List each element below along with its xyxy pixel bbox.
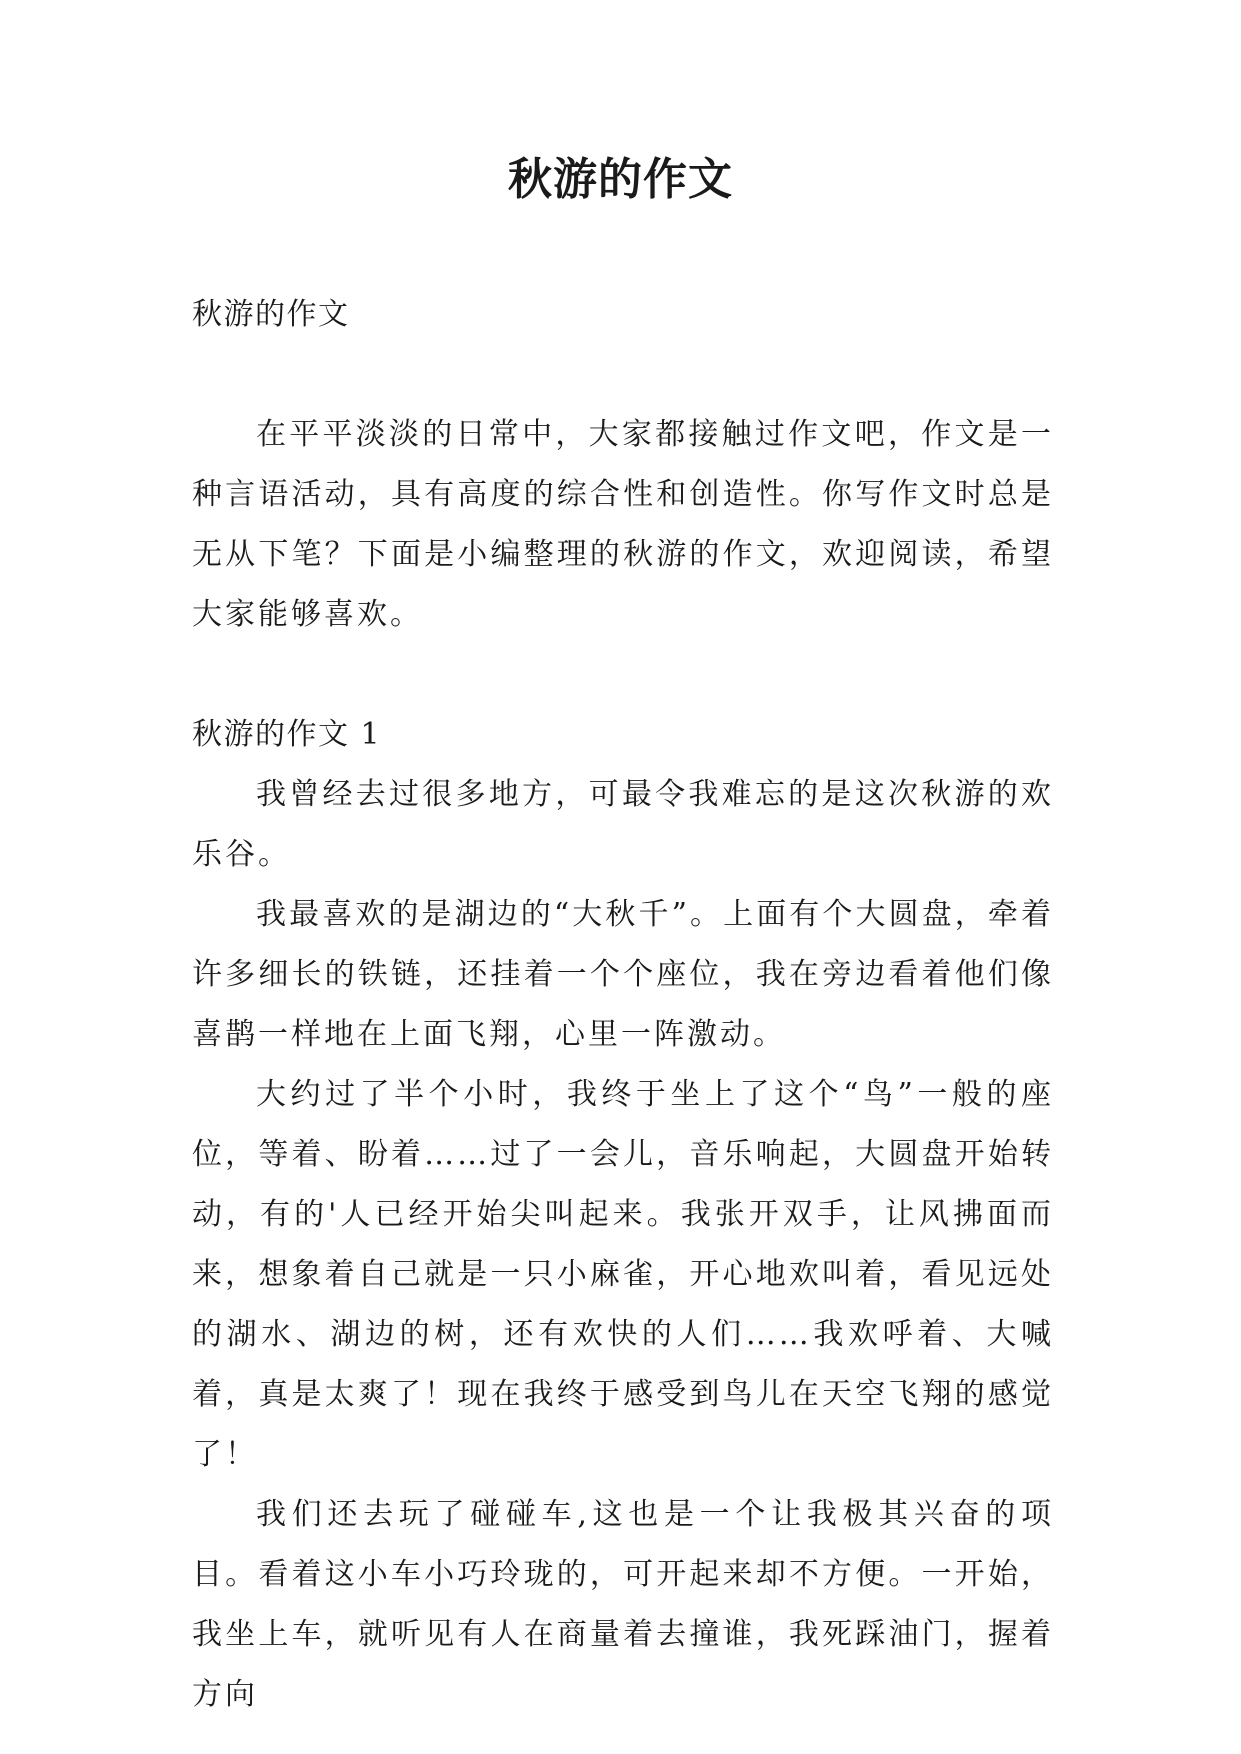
spacer — [192, 645, 1054, 705]
body-paragraph: 我最喜欢的是湖边的“大秋千”。上面有个大圆盘，牵着许多细长的铁链，还挂着一个个座位，我在旁边看着他们像喜鹊一样地在上面飞翔，心里一阵激动。 — [192, 897, 1054, 1052]
document-title: 秋游的作文 — [508, 154, 733, 205]
document-body — [192, 285, 1054, 1725]
body-paragraph: 我曾经去过很多地方，可最令我难忘的是这次秋游的欢乐谷。 — [192, 777, 1054, 872]
document-subtitle: 秋游的作文 — [192, 297, 350, 332]
section-heading: 秋游的作文 1 — [192, 717, 382, 752]
body-paragraph: 我们还去玩了碰碰车,这也是一个让我极其兴奋的项目。看着这小车小巧玲珑的，可开起来却不方便。一开始，我坐上车，就听见有人在商量着去撞谁，我死踩油门，握着方向 — [192, 1497, 1054, 1712]
body-paragraph: 大约过了半个小时，我终于坐上了这个“鸟”一般的座位，等着、盼着……过了一会儿，音乐响起，大圆盘开始转动，有的'人已经开始尖叫起来。我张开双手，让风拂面而来，想象着自己就是一只小麻雀，开心地欢叫着，看见远处的湖水、湖边的树，还有欢快的人们……我欢呼着、大喊着，真是太爽了！现在我终于感受到鸟儿在天空飞翔的感觉了！ — [192, 1077, 1054, 1472]
intro-paragraph: 在平平淡淡的日常中，大家都接触过作文吧，作文是一种言语活动，具有高度的综合性和创造性。你写作文时总是无从下笔？下面是小编整理的秋游的作文，欢迎阅读，希望大家能够喜欢。 — [192, 417, 1054, 632]
spacer — [192, 345, 1054, 405]
